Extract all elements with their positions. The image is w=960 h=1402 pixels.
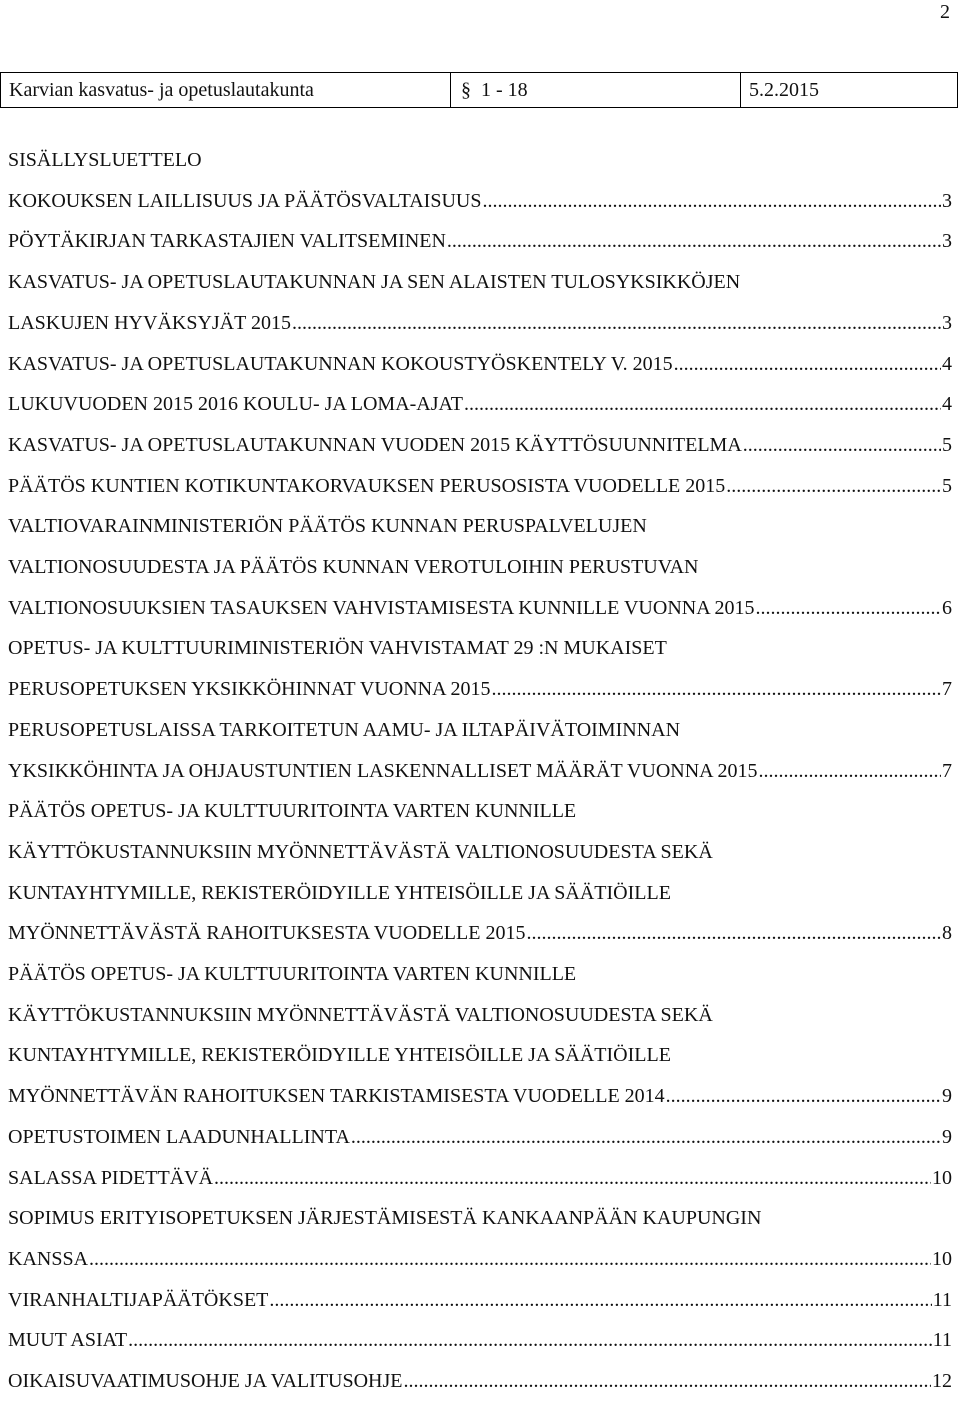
toc-entry-line: PÄÄTÖS OPETUS- JA KULTTUURITOINTA VARTEN KUNNILLE <box>8 800 577 823</box>
toc-dot-leader <box>526 913 941 954</box>
toc-entry-line: VALTIONOSUUDESTA JA PÄÄTÖS KUNNAN VEROTULOIHIN PERUSTUVAN <box>8 556 699 579</box>
toc-entry[interactable] <box>8 466 952 507</box>
toc-entry[interactable] <box>8 262 952 343</box>
toc-entry-title: OPETUSTOIMEN LAADUNHALLINTA <box>8 1125 350 1148</box>
toc-entry-title: KANSSA <box>8 1247 89 1270</box>
toc-entry-line <box>8 751 952 792</box>
toc-entry-page: 4 <box>942 352 952 375</box>
toc-entry-page: 10 <box>932 1166 952 1189</box>
toc-entry-page: 7 <box>942 678 952 701</box>
toc-entry[interactable] <box>8 628 952 709</box>
toc-entry-title: MYÖNNETTÄVÄSTÄ RAHOITUKSESTA VUODELLE 2015 <box>8 922 526 945</box>
toc-dot-leader <box>89 1239 931 1280</box>
toc-entry-line: PERUSOPETUSLAISSA TARKOITETUN AAMU- JA ILTAPÄIVÄTOIMINNAN <box>8 718 681 741</box>
header-section-range: 1 - 18 <box>481 78 528 101</box>
toc-entry-line: PÄÄTÖS OPETUS- JA KULTTUURITOINTA VARTEN KUNNILLE <box>8 963 577 986</box>
toc-entry-line <box>8 181 952 222</box>
toc-dot-leader <box>292 303 941 344</box>
toc-entry[interactable] <box>8 1158 952 1199</box>
toc-entry-line <box>8 1158 952 1199</box>
toc-entry-title: SALASSA PIDETTÄVÄ <box>8 1166 214 1189</box>
toc-entry-page: 9 <box>942 1125 952 1148</box>
toc-entry-page: 3 <box>942 311 952 334</box>
toc-entry-title: MYÖNNETTÄVÄN RAHOITUKSEN TARKISTAMISESTA VUODELLE 2014 <box>8 1085 665 1108</box>
toc-entry[interactable] <box>8 1361 952 1402</box>
toc-dot-leader <box>743 425 941 466</box>
toc-entry-line: KUNTAYHTYMILLE, REKISTERÖIDYILLE YHTEISÖILLE JA SÄÄTIÖILLE <box>8 1044 671 1067</box>
toc-entry-page: 7 <box>942 759 952 782</box>
toc-entry-line: OPETUS- JA KULTTUURIMINISTERIÖN VAHVISTAMAT 29 :N MUKAISET <box>8 637 667 660</box>
toc-entry-page: 4 <box>942 393 952 416</box>
toc-dot-leader <box>726 466 941 507</box>
toc-entry[interactable] <box>8 1117 952 1158</box>
toc-entry[interactable] <box>8 791 952 954</box>
toc-entry[interactable] <box>8 181 952 222</box>
toc-entry[interactable] <box>8 1320 952 1361</box>
toc-entry-line <box>8 1239 952 1280</box>
toc-entry-title: LASKUJEN HYVÄKSYJÄT 2015 <box>8 311 291 334</box>
toc-entry-line <box>8 588 952 629</box>
toc-entry-line <box>8 425 952 466</box>
toc-entry-line <box>8 1076 952 1117</box>
toc-dot-leader <box>491 669 941 710</box>
toc-dot-leader <box>128 1320 932 1361</box>
toc-entry-line: SOPIMUS ERITYISOPETUKSEN JÄRJESTÄMISESTÄ KANKAANPÄÄN KAUPUNGIN <box>8 1207 762 1230</box>
toc-entry[interactable] <box>8 425 952 466</box>
table-of-contents <box>8 140 952 1402</box>
toc-entry-page: 10 <box>932 1247 952 1270</box>
header-organization: Karvian kasvatus- ja opetuslautakunta <box>1 73 451 107</box>
page-number: 2 <box>940 1 950 23</box>
toc-entry-line <box>8 344 952 385</box>
toc-entry-title: PÖYTÄKIRJAN TARKASTAJIEN VALITSEMINEN <box>8 230 446 253</box>
toc-entry-page: 11 <box>932 1288 952 1311</box>
toc-entry[interactable] <box>8 384 952 425</box>
toc-entry-title: VIRANHALTIJAPÄÄTÖKSET <box>8 1288 269 1311</box>
toc-entry-line <box>8 384 952 425</box>
toc-entry-title: LUKUVUODEN 2015 2016 KOULU- JA LOMA-AJAT <box>8 393 463 416</box>
toc-entry-page: 8 <box>942 922 952 945</box>
toc-entry-line <box>8 669 952 710</box>
toc-dot-leader <box>447 221 941 262</box>
toc-dot-leader <box>759 751 941 792</box>
toc-entry[interactable] <box>8 344 952 385</box>
toc-entry-line <box>8 1361 952 1402</box>
toc-entry-line <box>8 466 952 507</box>
toc-entry-line <box>8 913 952 954</box>
document-header <box>0 72 958 108</box>
toc-entry-title: PERUSOPETUKSEN YKSIKKÖHINNAT VUONNA 2015 <box>8 678 491 701</box>
toc-entry-title: MUUT ASIAT <box>8 1329 128 1352</box>
toc-entry-line <box>8 221 952 262</box>
toc-entry-line <box>8 1320 952 1361</box>
toc-entry[interactable] <box>8 1280 952 1321</box>
toc-entry-line <box>8 303 952 344</box>
toc-entry-title: OIKAISUVAATIMUSOHJE JA VALITUSOHJE <box>8 1370 403 1393</box>
toc-entry-line: KUNTAYHTYMILLE, REKISTERÖIDYILLE YHTEISÖILLE JA SÄÄTIÖILLE <box>8 881 671 904</box>
toc-entry-line: VALTIOVARAINMINISTERIÖN PÄÄTÖS KUNNAN PERUSPALVELUJEN <box>8 515 647 538</box>
header-date: 5.2.2015 <box>749 78 819 101</box>
toc-entry-title: KASVATUS- JA OPETUSLAUTAKUNNAN KOKOUSTYÖSKENTELY V. 2015 <box>8 352 673 375</box>
toc-title: SISÄLLYSLUETTELO <box>8 149 202 171</box>
toc-entry-title: YKSIKKÖHINTA JA OHJAUSTUNTIEN LASKENNALLISET MÄÄRÄT VUONNA 2015 <box>8 759 758 782</box>
toc-dot-leader <box>464 384 941 425</box>
toc-dot-leader <box>756 588 941 629</box>
toc-entry-page: 5 <box>942 474 952 497</box>
toc-entry-line <box>8 1280 952 1321</box>
toc-entry[interactable] <box>8 954 952 1117</box>
toc-entry-title: KOKOUKSEN LAILLISUUS JA PÄÄTÖSVALTAISUUS <box>8 189 482 212</box>
toc-dot-leader <box>403 1361 931 1402</box>
toc-dot-leader <box>674 344 941 385</box>
toc-dot-leader <box>666 1076 941 1117</box>
toc-entry[interactable] <box>8 221 952 262</box>
toc-dot-leader <box>351 1117 941 1158</box>
toc-entry-line: KASVATUS- JA OPETUSLAUTAKUNNAN JA SEN ALAISTEN TULOSYKSIKKÖJEN <box>8 271 741 294</box>
toc-entry-title: KASVATUS- JA OPETUSLAUTAKUNNAN VUODEN 2015 KÄYTTÖSUUNNITELMA <box>8 433 742 456</box>
toc-entry-line: KÄYTTÖKUSTANNUKSIIN MYÖNNETTÄVÄSTÄ VALTIONOSUUDESTA SEKÄ <box>8 840 713 863</box>
header-sections <box>451 73 741 107</box>
section-symbol: § <box>461 78 471 101</box>
toc-entry[interactable] <box>8 710 952 791</box>
toc-entry-line <box>8 1117 952 1158</box>
toc-entry-page: 12 <box>932 1370 952 1393</box>
toc-entry-title: PÄÄTÖS KUNTIEN KOTIKUNTAKORVAUKSEN PERUSOSISTA VUODELLE 2015 <box>8 474 726 497</box>
toc-entry-page: 3 <box>942 230 952 253</box>
toc-entry-page: 11 <box>932 1329 952 1352</box>
toc-entry[interactable] <box>8 506 952 628</box>
toc-entry[interactable] <box>8 1198 952 1279</box>
toc-dot-leader <box>269 1280 931 1321</box>
toc-entry-title: VALTIONOSUUKSIEN TASAUKSEN VAHVISTAMISESTA KUNNILLE VUONNA 2015 <box>8 596 755 619</box>
toc-entry-line: KÄYTTÖKUSTANNUKSIIN MYÖNNETTÄVÄSTÄ VALTIONOSUUDESTA SEKÄ <box>8 1003 713 1026</box>
toc-entry-page: 9 <box>942 1085 952 1108</box>
toc-dot-leader <box>482 181 941 222</box>
toc-entry-page: 5 <box>942 433 952 456</box>
toc-entry-page: 6 <box>942 596 952 619</box>
toc-dot-leader <box>214 1158 931 1199</box>
toc-entry-page: 3 <box>942 189 952 212</box>
